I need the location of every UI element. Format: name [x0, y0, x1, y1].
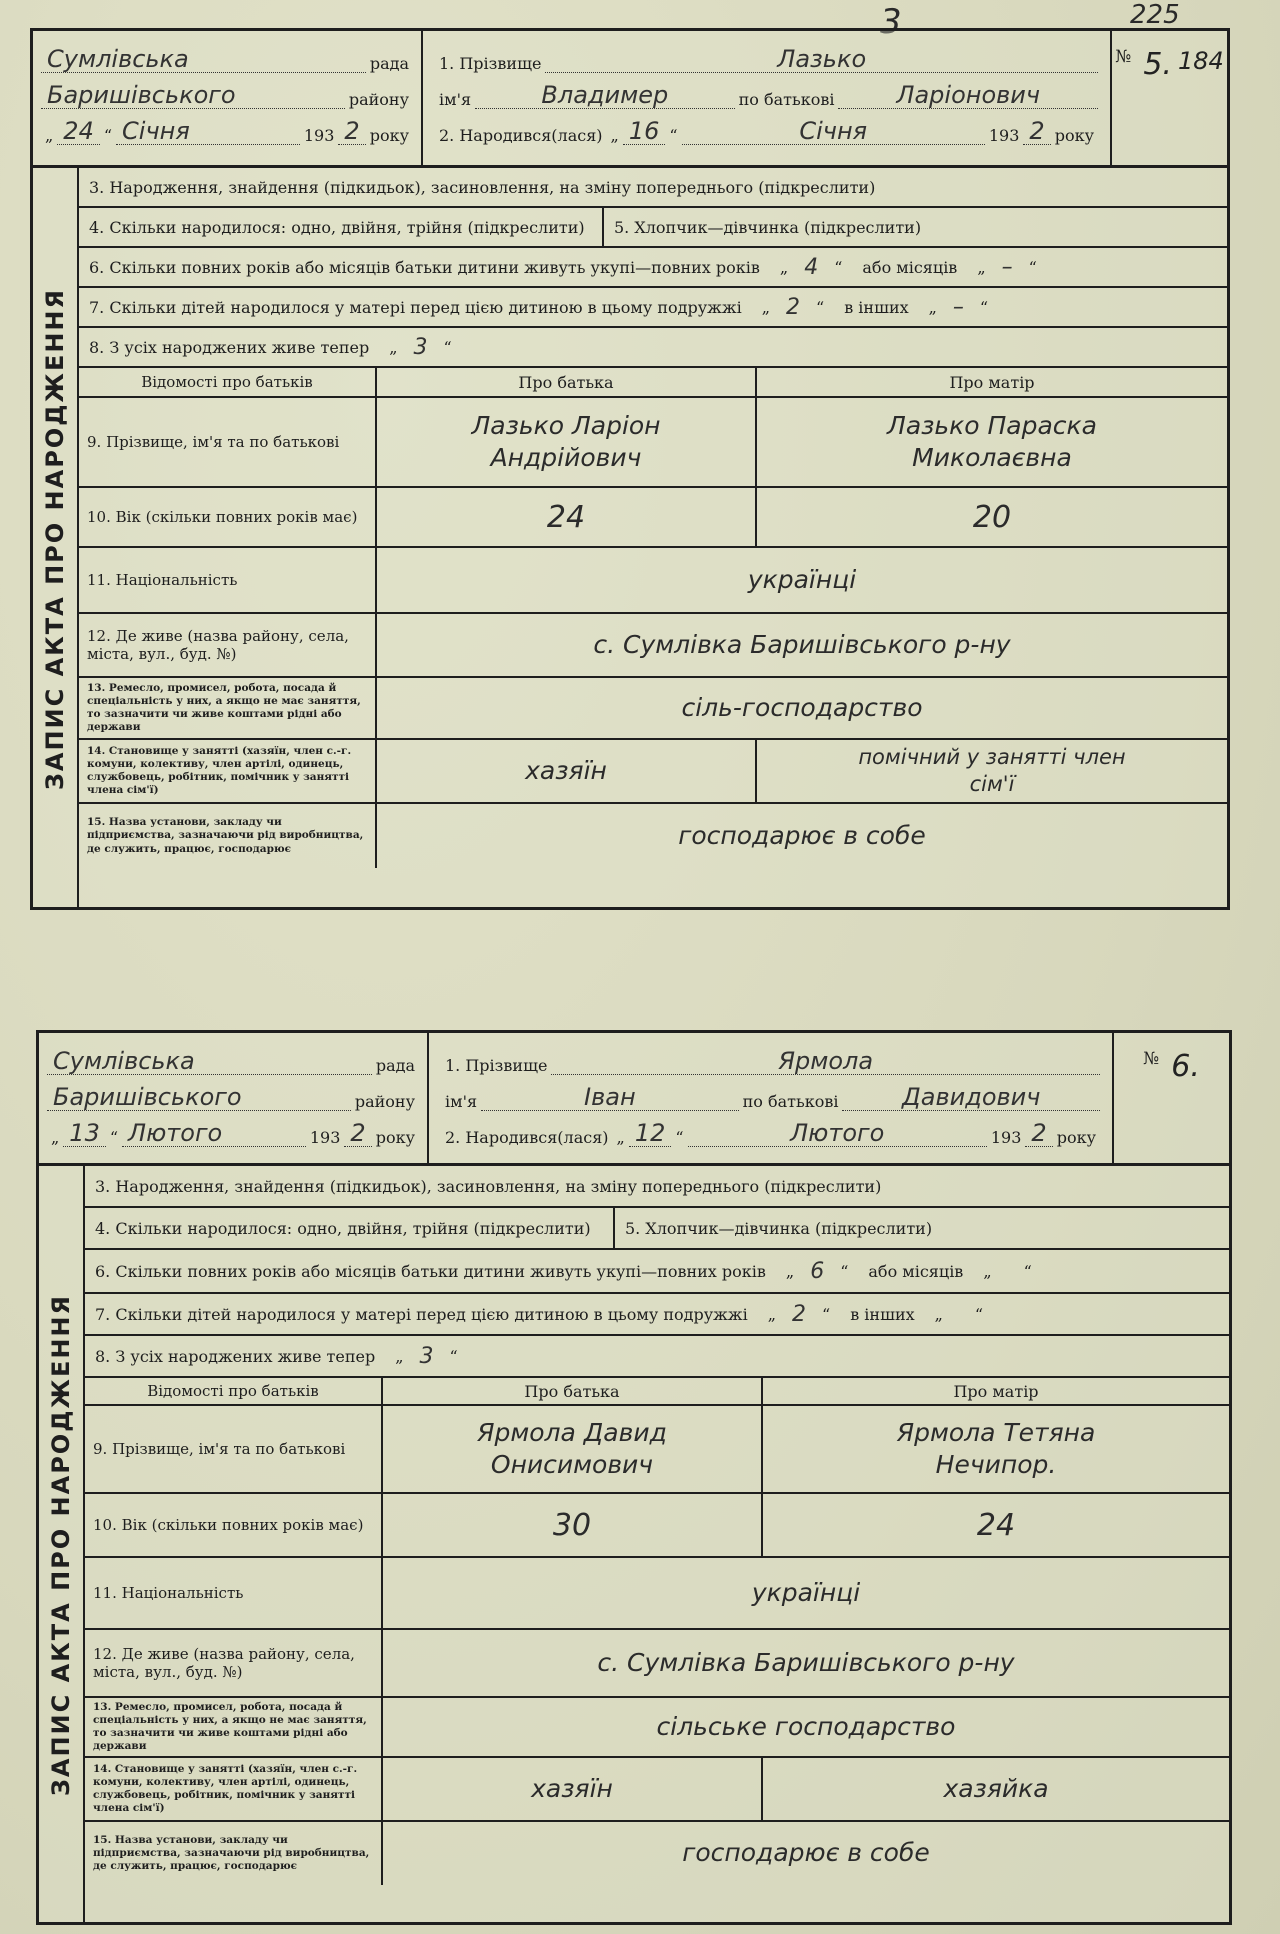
- q5-sex: 5. Хлопчик—дівчинка (підкреслити): [625, 1218, 933, 1238]
- father-age: 24: [546, 499, 586, 535]
- birth-year: 2: [1023, 118, 1050, 145]
- raion-name: Баришівського: [41, 82, 345, 109]
- child-identity-block: 1. Прізвище Лазько ім'я Владимер по батькові Ларіонович 2. Народився(лася) „ 16 “ Січня 193 2 року: [423, 31, 1112, 165]
- birth-day: 12: [629, 1120, 672, 1147]
- child-patronymic: Давидович: [842, 1084, 1100, 1111]
- record-number-block: № 6.: [1143, 1049, 1200, 1084]
- nationality: українці: [751, 1577, 861, 1607]
- q4-multiplicity: 4. Скільки народилося: одно, двійня, трійня (підкреслити): [95, 1218, 591, 1238]
- q5-sex: 5. Хлопчик—дівчинка (підкреслити): [614, 217, 922, 237]
- reg-year: 2: [344, 1120, 371, 1147]
- establishment: господарює в собе: [682, 1838, 930, 1868]
- birth-month: Січня: [682, 118, 985, 145]
- occupation: сіль-господарство: [681, 692, 923, 722]
- record-number-block: № 5. 184: [1115, 47, 1224, 82]
- occupation: сільське господарство: [656, 1711, 956, 1741]
- mother-full-name: Ярмола Тетяна Нечипор.: [896, 1417, 1096, 1479]
- nationality: українці: [747, 564, 857, 594]
- reg-day: 13: [63, 1120, 106, 1147]
- birth-day: 16: [623, 118, 666, 145]
- q6-months: –: [1001, 254, 1013, 280]
- residence: с. Сумлівка Баришівського р-ну: [597, 1647, 1015, 1677]
- record-number: 5.: [1143, 47, 1172, 82]
- q8-alive: 3: [419, 1343, 434, 1369]
- q6-years: 6: [810, 1258, 825, 1284]
- father-full-name: Лазько Ларіон Андрійович: [471, 410, 661, 472]
- mother-age: 20: [972, 499, 1012, 535]
- q3-event-type: 3. Народження, знайдення (підкидьок), засиновлення, на зміну попереднього (підкреслити): [89, 177, 876, 197]
- father-full-name: Ярмола Давид Онисимович: [477, 1417, 667, 1479]
- record-number: 6.: [1171, 1049, 1200, 1084]
- father-status: хазяїн: [531, 1773, 613, 1803]
- reg-day: 24: [57, 118, 100, 145]
- birth-record-1: [30, 28, 1230, 910]
- record-grid: 3. Народження, знайдення (підкидьок), засиновлення, на зміну попереднього (підкреслити) 4. Скільки народилося: одно, двійня, трійня (підкреслити) 5. Хлопчик—дівчинка (підкреслити) 6. Скільки повних років або місяців батьки дитини живуть укупі—повних років „ 6 “ або місяців „ “ 7. Скільки дітей народилося у матері перед цією дитиною в цьому подружжі „ 2 “ в інших „ “ 8. З усіх народжених живе тепер „ 3 “ Відомості про батьків Про батька Про матір 9. Прізвище, ім'я та по батькові Ярмола Давид Онисимович Ярмола Тетяна Нечипор. 10. Вік (скільки повних років має) 30 24 11. Національність українці 12. Де живе (назва району, села, міста, вул., буд. №) с. Сумлівка Баришівського р-ну 13. Ремесло, промисел, робота, посада й спеціальність у них, а якщо не має заняття, то зазначити чи живе коштами рідні або держави сільське господарство 14. Становище у занятті (хазяїн, член с.-г. комуни, колективу, член артілі, одинець, службовець, робітник, помічник у занятті члена сім'ї) хазяїн хазяйка 15. Назва установи, закладу чи підприємства, зазначаючи рід виробництва, де служить, працює, господарює господарює в собе: [85, 1166, 1229, 1925]
- q4-multiplicity: 4. Скільки народилося: одно, двійня, трійня (підкреслити): [89, 217, 585, 237]
- record-header: [39, 1033, 1229, 1166]
- side-title: ЗАПИС АКТА ПРО НАРОДЖЕННЯ: [33, 168, 79, 910]
- registration-block: Сумлівська рада Баришівського району „ 13 “ Лютого 193 2 року: [39, 1033, 429, 1163]
- record-header: [33, 31, 1227, 168]
- child-surname: Ярмола: [551, 1048, 1100, 1075]
- mother-column-header: Про матір: [953, 1381, 1039, 1401]
- residence: с. Сумлівка Баришівського р-ну: [593, 629, 1011, 659]
- child-patronymic: Ларіонович: [838, 82, 1098, 109]
- mother-status: хазяйка: [943, 1773, 1049, 1803]
- q7-count: 2: [792, 1301, 806, 1327]
- child-identity-block: 1. Прізвище Ярмола ім'я Іван по батькові Давидович 2. Народився(лася) „ 12 “ Лютого 193 2 року: [429, 1033, 1114, 1163]
- record-grid: 3. Народження, знайдення (підкидьок), засиновлення, на зміну попереднього (підкреслити) 4. Скільки народилося: одно, двійня, трійня (підкреслити) 5. Хлопчик—дівчинка (підкреслити) 6. Скільки повних років або місяців батьки дитини живуть укупі—повних років „ 4 “ або місяців „ – “ 7. Скільки дітей народилося у матері перед цією дитиною в цьому подружжі „ 2 “ в інших „ – “ 8. З усіх народжених живе тепер „ 3 “ Відомості про батьків Про батька Про матір 9. Прізвище, ім'я та по батькові Лазько Ларіон Андрійович Лазько Параска Миколаєвна 10. Вік (скільки повних років має) 24 20 11. Національність українці 12. Де живе (назва району, села, міста, вул., буд. №) с. Сумлівка Баришівського р-ну 13. Ремесло, промисел, робота, посада й спеціальність у них, а якщо не має заняття, то зазначити чи живе коштами рідні або держави сіль-господарство 14. Становище у занятті (хазяїн, член с.-г. комуни, колективу, член артілі, одинець, службовець, робітник, помічник у занятті члена сім'ї) хазяїн помічний у занятті член сім'ї 15. Назва установи, закладу чи підприємства, зазначаючи рід виробництва, де служить, працює, господарює господарює в собе: [79, 168, 1227, 910]
- child-name: Владимер: [475, 82, 735, 109]
- registration-block: Сумлівська рада Баришівського району „ 24 “ Січня 193 2 року: [33, 31, 423, 165]
- father-status: хазяїн: [525, 755, 607, 785]
- reg-year: 2: [338, 118, 365, 145]
- q6-years: 4: [804, 254, 819, 280]
- birth-record-2: [36, 1030, 1232, 1925]
- child-name: Іван: [481, 1084, 739, 1111]
- record-number-alt: 184: [1177, 47, 1224, 75]
- q8-alive: 3: [413, 334, 428, 360]
- father-column-header: Про батька: [518, 372, 614, 392]
- q7-count: 2: [786, 294, 800, 320]
- mother-age: 24: [976, 1507, 1016, 1543]
- birth-month: Лютого: [688, 1120, 987, 1147]
- mother-status: помічний у занятті член сім'ї: [858, 744, 1126, 796]
- child-surname: Лазько: [545, 46, 1098, 73]
- birth-year: 2: [1025, 1120, 1052, 1147]
- mother-full-name: Лазько Параска Миколаєвна: [887, 410, 1097, 472]
- father-column-header: Про батька: [524, 1381, 620, 1401]
- raion-name: Баришівського: [47, 1084, 351, 1111]
- establishment: господарює в собе: [678, 820, 926, 850]
- reg-month: Лютого: [122, 1120, 306, 1147]
- mother-column-header: Про матір: [949, 372, 1035, 392]
- side-title: ЗАПИС АКТА ПРО НАРОДЖЕННЯ: [39, 1166, 85, 1925]
- father-age: 30: [552, 1507, 592, 1543]
- rada-name: Сумлівська: [41, 46, 366, 73]
- q7-other: –: [952, 294, 964, 320]
- q3-event-type: 3. Народження, знайдення (підкидьок), засиновлення, на зміну попереднього (підкреслити): [95, 1176, 882, 1196]
- page-number-mark: 3: [880, 2, 902, 42]
- reg-month: Січня: [116, 118, 300, 145]
- corner-number-mark: 225: [1130, 0, 1180, 30]
- rada-name: Сумлівська: [47, 1048, 372, 1075]
